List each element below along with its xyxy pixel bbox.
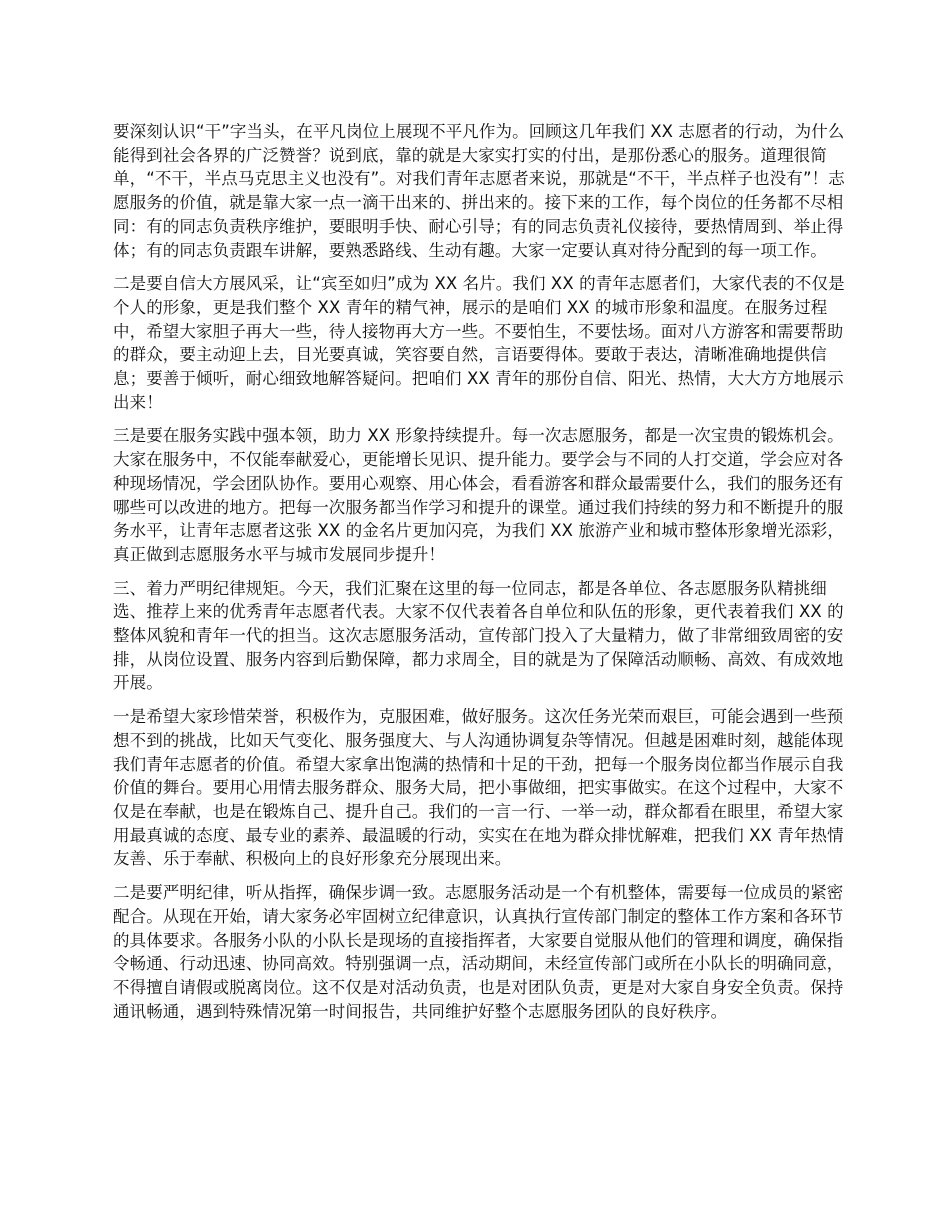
paragraph-confidence: 二是要自信大方展风采，让“宾至如归”成为 XX 名片。我们 XX 的青年志愿者们，大家代表的不仅是个人的形象，更是我们整个 XX 青年的精气神，展示的是咱们 XX 的城市形象和温度。在服务过程中，希望大家胆子再大一些，待人接物再大方一些。不要怕生，不要怯场。面对八方游客和需要帮助的群众，要主动迎上去，目光要真诚，笑容要自然，言语要得体。要敢于表达，清晰准确地提供信息；要善于倾听，耐心细致地解答疑问。把咱们 XX 青年的那份自信、阳光、热情，大大方方地展示出来！ xyxy=(113,274,845,412)
paragraph-work-attitude: 要深刻认识“干”字当头，在平凡岗位上展现不平凡作为。回顾这几年我们 XX 志愿者的行动，为什么能得到社会各界的广泛赞誉？说到底，靠的就是大家实打实的付出，是那份悉心的服务。道理很简单，“不干，半点马克思主义也没有”。对我们青年志愿者来说，那就是“不干，半点样子也没有”！志愿服务的价值，就是靠大家一点一滴干出来的、拼出来的。接下来的工作，每个岗位的任务都不尽相同：有的同志负责秩序维护，要眼明手快、耐心引导；有的同志负责礼仪接待，要热情周到、举止得体；有的同志负责跟车讲解，要熟悉路线、生动有趣。大家一定要认真对待分配到的每一项工作。 xyxy=(113,122,845,260)
paragraph-honor: 一是希望大家珍惜荣誉，积极作为，克服困难，做好服务。这次任务光荣而艰巨，可能会遇到一些预想不到的挑战，比如天气变化、服务强度大、与人沟通协调复杂等情况。但越是困难时刻，越能体现我们青年志愿者的价值。希望大家拿出饱满的热情和十足的干劲，把每一个服务岗位都当作展示自我价值的舞台。要用心用情去服务群众、服务大局，把小事做细，把实事做实。在这个过程中，大家不仅是在奉献，也是在锻炼自己、提升自己。我们的一言一行、一举一动，群众都看在眼里，希望大家用最真诚的态度、最专业的素养、最温暖的行动，实实在在地为群众排忧解难，把我们 XX 青年热情友善、乐于奉献、积极向上的良好形象充分展现出来。 xyxy=(113,707,844,869)
paragraph-discipline-heading: 三、着力严明纪律规矩。今天，我们汇聚在这里的每一位同志，都是各单位、各志愿服务队精挑细选、推荐上来的优秀青年志愿者代表。大家不仅代表着各自单位和队伍的形象，更代表着我们 XX 的整体风貌和青年一代的担当。这次志愿服务活动，宣传部门投入了大量精力，做了非常细致周密的安排，从岗位设置、服务内容到后勤保障，都力求周全，目的就是为了保障活动顺畅、高效、有成效地开展。 xyxy=(113,578,844,693)
document-body xyxy=(113,120,851,1033)
paragraph-skills: 三是要在服务实践中强本领，助力 XX 形象持续提升。每一次志愿服务，都是一次宝贵的锻炼机会。大家在服务中，不仅能奉献爱心，更能增长见识、提升能力。要学会与不同的人打交道，学会应对各种现场情况，学会团队协作。要用心观察、用心体会，看看游客和群众最需要什么，我们的服务还有哪些可以改进的地方。把每一次服务都当作学习和提升的课堂。通过我们持续的努力和不断提升的服务水平，让青年志愿者这张 XX 的金名片更加闪亮，为我们 XX 旅游产业和城市整体形象增光添彩，真正做到志愿服务水平与城市发展同步提升！ xyxy=(113,426,844,564)
paragraph-obey-command: 二是要严明纪律，听从指挥，确保步调一致。志愿服务活动是一个有机整体，需要每一位成员的紧密配合。从现在开始，请大家务必牢固树立纪律意识，认真执行宣传部门制定的整体工作方案和各环节的具体要求。各服务小队的小队长是现场的直接指挥者，大家要自觉服从他们的管理和调度，确保指令畅通、行动迅速、协同高效。特别强调一点，活动期间，未经宣传部门或所在小队长的明确同意，不得擅自请假或脱离岗位。这不仅是对活动负责，也是对团队负责，更是对大家自身安全负责。保持通讯畅通，遇到特殊情况第一时间报告，共同维护好整个志愿服务团队的良好秩序。 xyxy=(113,883,844,1021)
